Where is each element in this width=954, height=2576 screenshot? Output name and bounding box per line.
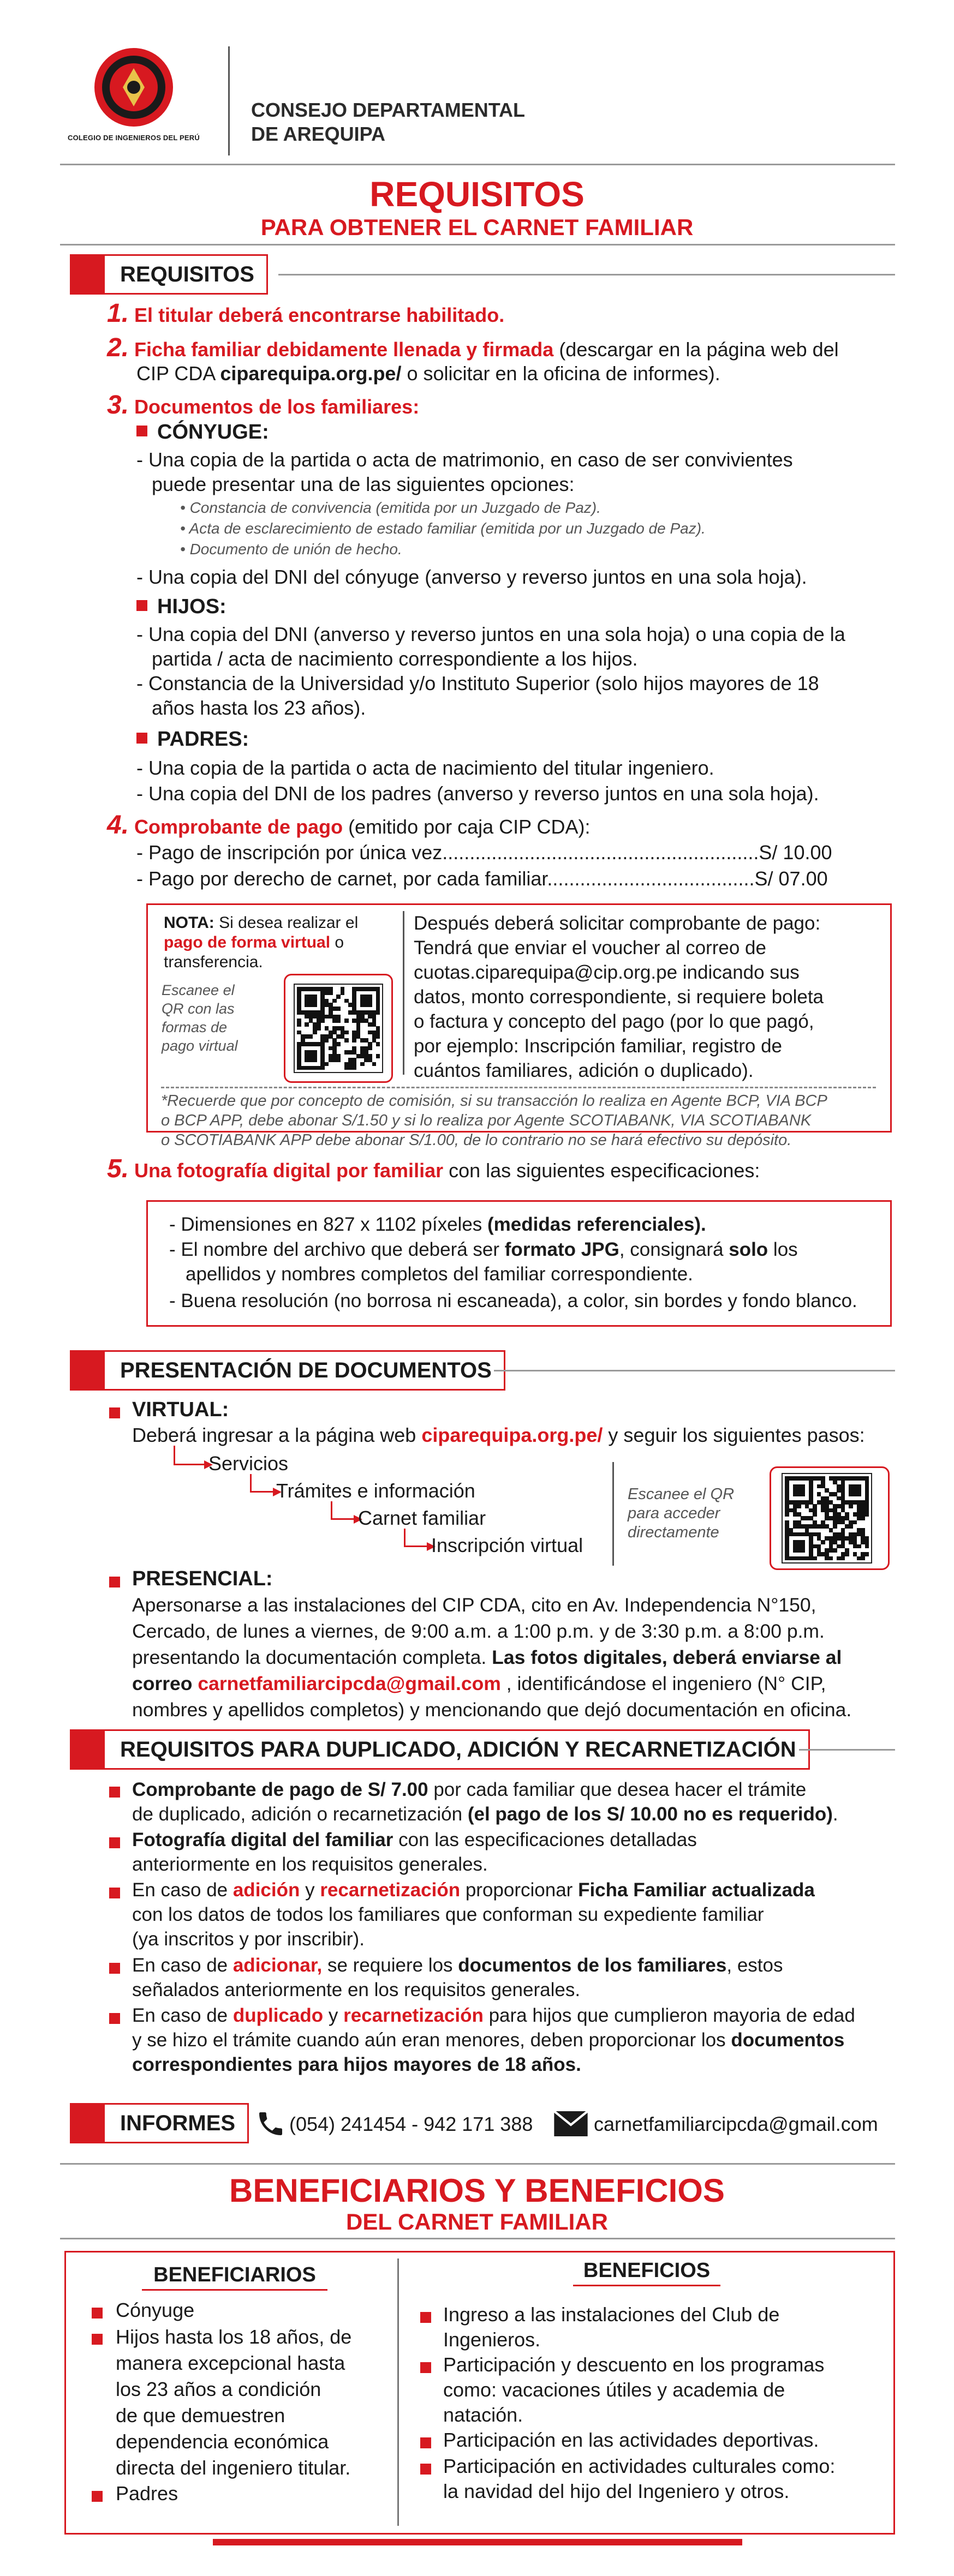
beneficiario-hijos: Hijos hasta los 18 años, de manera excepcional hasta los 23 años a condición de que demuestren dependencia económica directa del ingeniero titular. — [116, 2326, 352, 2479]
hijos-line: partida / acta de nacimiento correspondiente a los hijos. — [152, 648, 638, 670]
bullet — [109, 1787, 120, 1798]
photo-spec: - Dimensiones en 827 x 1102 píxeles (medidas referenciales). — [169, 1214, 706, 1235]
benefits-rule-top — [60, 2163, 895, 2165]
conyuge-line: puede presentar una de las siguientes opciones: — [152, 473, 575, 495]
req-item-3: 3. Documentos de los familiares: — [107, 391, 420, 420]
bullet — [109, 1837, 120, 1848]
req-item-5: 5. Una fotografía digital por familiar con las siguientes especificaciones: — [107, 1154, 760, 1183]
beneficio-cultura: Participación en actividades culturales como: la navidad del hijo del Ingeniero y otros. — [443, 2455, 836, 2502]
step-arrow-icon — [250, 1474, 273, 1493]
presencial-text: Apersonarse a las instalaciones del CIP CDA, cito en Av. Independencia N°150, Cercado, de lunes a viernes, de 9:00 a.m. a 1:00 p.m. y de 3:30 p.m. a 8:00 p.m. presentando la documentación completa. Las fotos digitales, deberá enviarse al correo carnetfamiliarcipcda@gmail.com , identificándose el ingeniero (N° CIP, nombres y apellidos completos) y mencionando que dejó documentación en oficina. — [132, 1594, 852, 1721]
dup-bullet-4: En caso de adicionar, se requiere los documentos de los familiares, estos señalados anteriormente en los requisitos generales. — [132, 1955, 783, 2000]
padres-line: - Una copia del DNI de los padres (anverso y reverso juntos en una sola hoja). — [136, 782, 819, 805]
conyuge-line: - Una copia de la partida o acta de matrimonio, en caso de ser convivientes — [136, 448, 793, 471]
beneficio-deportes: Participación en las actividades deportivas. — [443, 2429, 819, 2451]
padres-line: - Una copia de la partida o acta de nacimiento del titular ingeniero. — [136, 757, 714, 779]
benefits-subtitle: DEL CARNET FAMILIAR — [346, 2209, 608, 2234]
beneficiarios-title: BENEFICIARIOS — [153, 2263, 316, 2286]
section-presentacion-label: PRESENTACIÓN DE DOCUMENTOS — [70, 1350, 505, 1391]
dup-bullet-2: Fotografía digital del familiar con las especificaciones detalladas anteriormente en los requisitos generales. — [132, 1829, 697, 1875]
step-servicios[interactable]: Servicios — [208, 1452, 289, 1475]
header — [60, 46, 895, 161]
hijos-line: - Constancia de la Universidad y/o Instituto Superior (solo hijos mayores de 18 — [136, 672, 819, 694]
req-item-2: 2. Ficha familiar debidamente llenada y firmada (descargar en la página web del — [107, 333, 839, 362]
qr-divider — [612, 1462, 614, 1566]
page-subtitle: PARA OBTENER EL CARNET FAMILIAR — [260, 214, 694, 240]
section-rule — [799, 1749, 895, 1751]
step-arrow-icon — [331, 1501, 354, 1520]
photo-spec: - Buena resolución (no borrosa ni escaneada), a color, sin bordes y fondo blanco. — [169, 1290, 857, 1311]
photo-spec: - El nombre del archivo que deberá ser formato JPG, consignará solo los — [169, 1239, 798, 1260]
virtual-label: VIRTUAL: — [132, 1398, 229, 1421]
section-requisitos-label: REQUISITOS — [70, 254, 268, 295]
benefits-rule — [60, 2238, 895, 2239]
conyuge-option: • Documento de unión de hecho. — [180, 541, 402, 558]
conyuge-option: • Acta de esclarecimiento de estado familiar (emitida por un Juzgado de Paz). — [180, 520, 706, 537]
bullet — [109, 1577, 120, 1587]
informes-phone[interactable]: (054) 241454 - 942 171 388 — [289, 2113, 533, 2135]
nota-divider — [403, 911, 404, 1075]
conyuge-dni: - Una copia del DNI del cónyuge (anverso y reverso juntos en una sola hoja). — [136, 566, 807, 588]
beneficiario-padres: Padres — [116, 2482, 178, 2505]
step-arrow-icon — [404, 1529, 427, 1547]
section-duplicado-label: REQUISITOS PARA DUPLICADO, ADICIÓN Y RECARNETIZACIÓN — [70, 1729, 810, 1770]
dup-bullet-3: En caso de adición y recarnetización proporcionar Ficha Familiar actualizada con los datos de todos los familiares que conforman su expediente familiar (ya inscritos y por inscribir). — [132, 1879, 815, 1950]
beneficiario-conyuge: Cónyuge — [116, 2299, 195, 2321]
dup-bullet-5: En caso de duplicado y recarnetización para hijos que cumplieron mayoria de edad y se hizo el trámite cuando aún eran menores, deben proporcionar los documentos correspondientes para hijos mayores de 18 años. — [132, 2005, 855, 2075]
beneficios-title: BENEFICIOS — [583, 2259, 711, 2282]
hijos-line: - Una copia del DNI (anverso y reverso juntos en una sola hoja) o una copia de la — [136, 623, 845, 645]
req-item-4: 4. Comprobante de pago (emitido por caja CIP CDA): — [107, 811, 591, 840]
bullet — [109, 1963, 120, 1974]
conyuge-label: CÓNYUGE: — [136, 420, 269, 445]
qr-code-access-icon[interactable] — [782, 1473, 872, 1563]
step-tramites[interactable]: Trámites e información — [276, 1479, 475, 1502]
comision-note: *Recuerde que por concepto de comisión, si su transacción lo realiza en Agente BCP, VIA BCP o BCP APP, debe abonar S/1.50 y si lo realiza por Agente SCOTIABANK, VIA SCOTIABANK o SCOTIABANK APP debe abonar S/1.00, de lo contrario no se hará efectivo su depósito. — [161, 1092, 827, 1149]
bullet — [420, 2312, 431, 2323]
bullet — [109, 1888, 120, 1898]
cip-logo — [93, 46, 175, 128]
benefits-title: BENEFICIARIOS Y BENEFICIOS — [229, 2172, 725, 2209]
bullet — [420, 2362, 431, 2373]
conyuge-option: • Constancia de convivencia (emitida por un Juzgado de Paz). — [180, 499, 601, 516]
req-item-2-line2: CIP CDA ciparequipa.org.pe/ o solicitar en la oficina de informes). — [136, 362, 720, 385]
bullet — [109, 2013, 120, 2024]
payment-line: - Pago por derecho de carnet, por cada familiar......................................S/ 07.00 — [136, 867, 828, 890]
virtual-instructions: Deberá ingresar a la página web ciparequipa.org.pe/ y seguir los siguientes pasos: — [132, 1424, 865, 1446]
bullet — [109, 1407, 120, 1418]
email-icon — [554, 2111, 588, 2136]
voucher-instructions: Después deberá solicitar comprobante de pago: Tendrá que enviar el voucher al correo de cuotas.ciparequipa@cip.org.pe indicando sus datos, monto correspondiente, si requiere boleta o factura y concepto del pago (por lo que pagó, por ejemplo: Inscripción familiar, registro de cuántos familiares, adición o duplicado). — [414, 913, 824, 1081]
page-title: REQUISITOS — [369, 175, 585, 214]
benefits-bottom-bar — [213, 2539, 742, 2545]
title-underline — [573, 2285, 720, 2286]
payment-line: - Pago de inscripción por única vez..........................................................S/ 10.00 — [136, 841, 832, 864]
bullet — [92, 2308, 103, 2319]
org-name: CONSEJO DEPARTAMENTAL DE AREQUIPA — [251, 99, 526, 145]
qr-code-payment-icon[interactable] — [294, 984, 383, 1073]
bullet — [420, 2437, 431, 2448]
informes-email[interactable]: carnetfamiliarcipcda@gmail.com — [594, 2113, 878, 2135]
benefits-divider — [397, 2259, 399, 2526]
step-arrow-icon — [174, 1446, 204, 1465]
beneficio-programas: Participación y descuento en los programas como: vacaciones útiles y academia de natación. — [443, 2353, 825, 2426]
bullet — [92, 2334, 103, 2345]
dup-bullet-1: Comprobante de pago de S/ 7.00 por cada familiar que desea hacer el trámite de duplicado, adición o recarnetización (el pago de los S/ 10.00 no es requerido). — [132, 1779, 838, 1825]
padres-label: PADRES: — [136, 727, 249, 752]
header-divider — [228, 46, 230, 155]
step-carnet[interactable]: Carnet familiar — [358, 1507, 486, 1529]
section-rule — [494, 1370, 895, 1371]
nota-dashed-rule — [161, 1087, 876, 1088]
nota-text: NOTA: Si desea realizar el pago de forma virtual o transferencia. — [164, 914, 359, 971]
bullet — [420, 2464, 431, 2475]
req-item-1: 1. El titular deberá encontrarse habilitado. — [107, 299, 505, 328]
title-underline — [142, 2289, 327, 2291]
logo-caption: COLEGIO DE INGENIEROS DEL PERÚ — [68, 134, 200, 142]
bullet — [92, 2491, 103, 2502]
hijos-line: años hasta los 23 años). — [152, 697, 366, 719]
hijos-label: HIJOS: — [136, 595, 226, 619]
qr-access-hint: Escanee el QR para acceder directamente — [628, 1485, 735, 1541]
step-inscripcion[interactable]: Inscripción virtual — [431, 1534, 583, 1556]
title-rule — [60, 244, 895, 245]
presencial-label: PRESENCIAL: — [132, 1567, 273, 1590]
beneficio-club: Ingreso a las instalaciones del Club de Ingenieros. — [443, 2303, 780, 2351]
photo-spec: apellidos y nombres completos del familiar correspondiente. — [186, 1263, 693, 1285]
phone-icon — [255, 2108, 286, 2139]
section-rule — [278, 274, 895, 275]
header-rule — [60, 164, 895, 165]
informes-label: INFORMES — [70, 2103, 249, 2143]
qr-payment-hint: Escanee el QR con las formas de pago virtual — [162, 982, 238, 1054]
